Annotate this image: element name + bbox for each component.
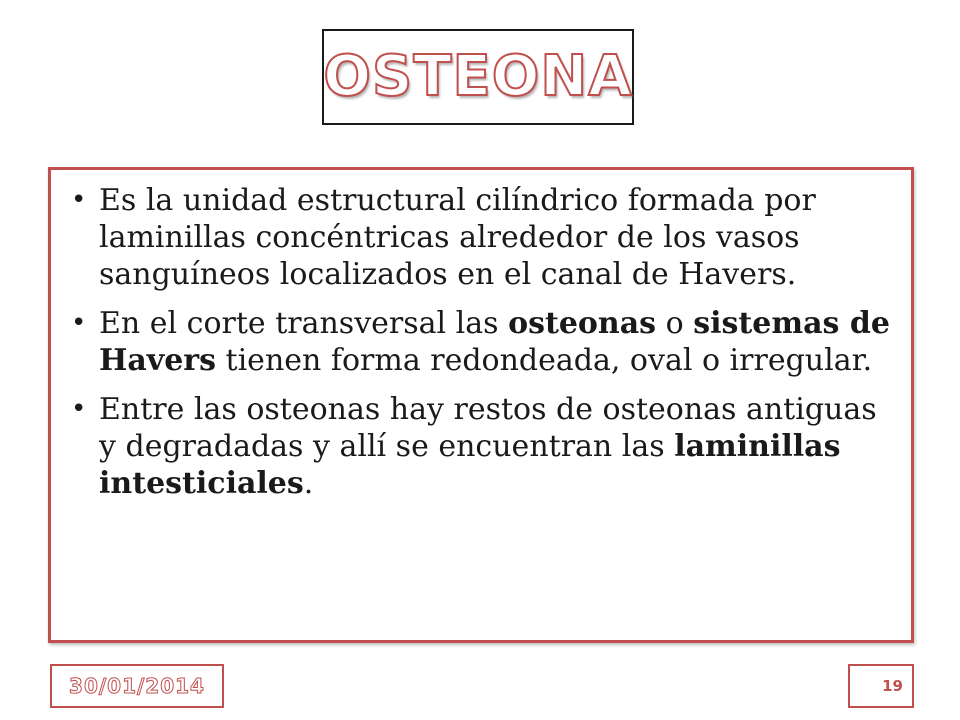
bullet-2-text-c: tienen forma redondeada, oval o irregular.: [216, 343, 873, 378]
bullet-3-text-a: Entre las osteonas hay restos de osteonas antiguas y degradadas y allí se encuentran las: [99, 392, 877, 464]
slide-title: OSTEONA: [323, 44, 633, 109]
bullet-list: [51, 170, 911, 502]
bullet-2-bold-havers: sistemas de Havers: [99, 306, 890, 378]
bullet-item-1: [69, 182, 891, 293]
bullet-2-text-b: o: [656, 306, 694, 341]
bullet-item-2: [69, 305, 891, 379]
bullet-3-bold-laminillas: laminillas intesticiales: [99, 429, 841, 501]
bullet-3-text-b: .: [303, 466, 314, 501]
footer-page-number: 19: [848, 664, 914, 708]
title-box: [322, 29, 634, 125]
bullet-item-3: [69, 391, 891, 502]
content-box: [48, 167, 914, 643]
footer-date: 30/01/2014: [50, 664, 224, 708]
bullet-2-bold-osteonas: osteonas: [508, 306, 657, 341]
bullet-1-text: Es la unidad estructural cilíndrico formada por laminillas concéntricas alrededor de los vasos sanguíneos localizados en el canal de Havers.: [99, 183, 816, 292]
bullet-2-text-a: En el corte transversal las: [99, 306, 509, 341]
